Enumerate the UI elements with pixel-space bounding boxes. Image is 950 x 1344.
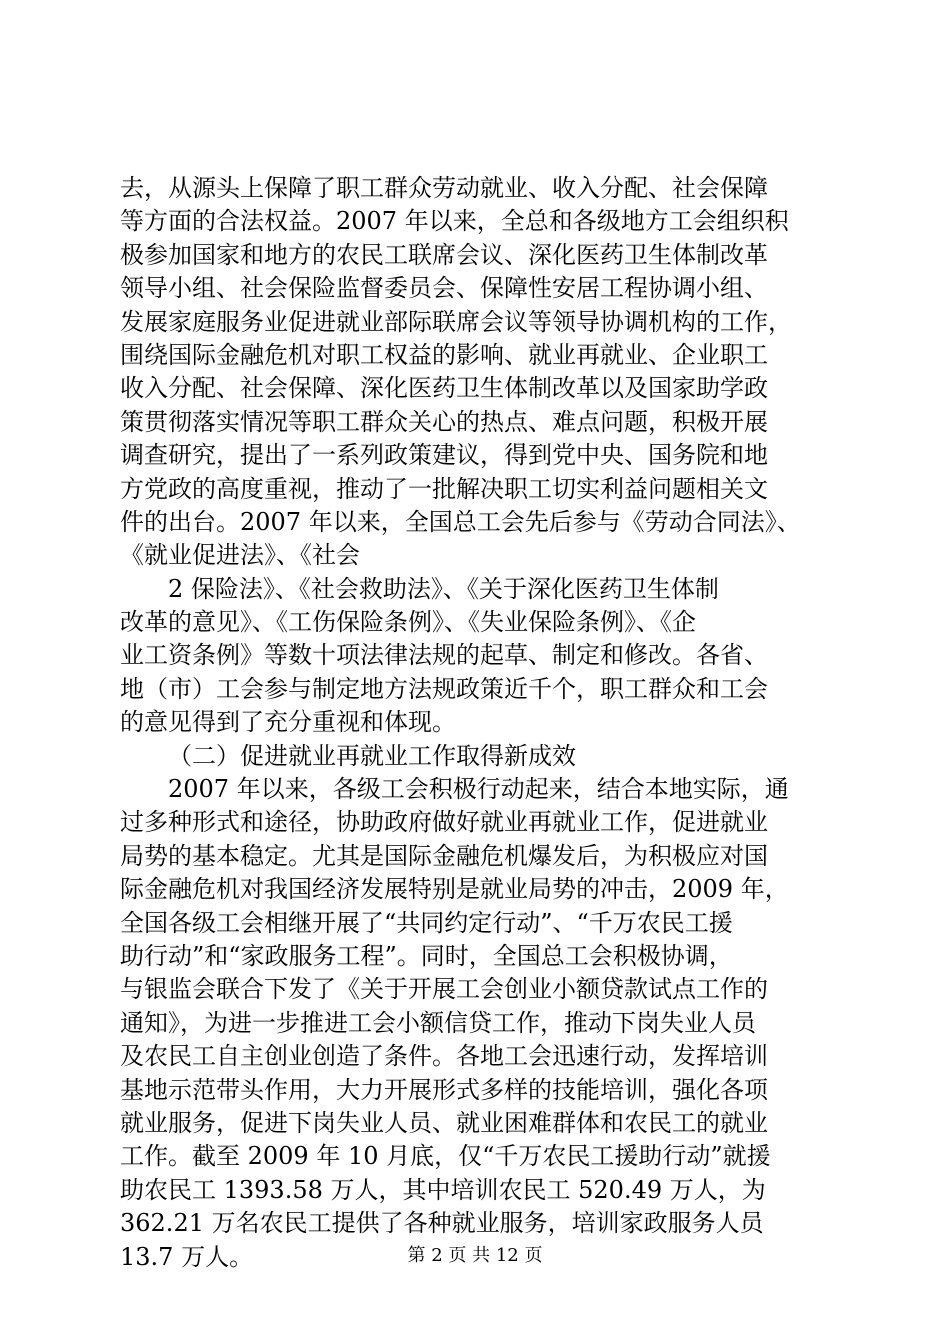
text-line: 362.21 万名农民工提供了各种就业服务，培训家政服务人员 xyxy=(120,1209,764,1238)
text-line: 领导小组、社会保险监督委员会、保障性安居工程协调小组、 xyxy=(120,274,768,303)
text-line: 去，从源头上保障了职工群众劳动就业、收入分配、社会保障 xyxy=(120,174,768,202)
text-line: 及农民工自主创业创造了条件。各地工会迅速行动，发挥培训 xyxy=(120,1042,768,1071)
text-line: 极参加国家和地方的农民工联席会议、深化医药卫生体制改革 xyxy=(120,240,768,269)
text-line: 改革的意见》、《工伤保险条例》、《失业保险条例》、《企 xyxy=(120,608,696,637)
text-line: 业工资条例》等数十项法律法规的起草、制定和修改。各省、 xyxy=(120,641,768,670)
text-line: 2 保险法》、《社会救助法》、《关于深化医药卫生体制 xyxy=(168,574,719,603)
text-line: 收入分配、社会保障、深化医药卫生体制改革以及国家助学政 xyxy=(120,374,768,403)
text-line: 围绕国际金融危机对职工权益的影响、就业再就业、企业职工 xyxy=(120,340,768,369)
text-line: 助行动”和“家政服务工程”。同时，全国总工会积极协调， xyxy=(120,941,733,970)
text-line: 基地示范带头作用，大力开展形式多样的技能培训，强化各项 xyxy=(120,1075,768,1104)
text-line: 际金融危机对我国经济发展特别是就业局势的冲击，2009 年， xyxy=(120,875,789,904)
text-line: 工作。截至 2009 年 10 月底，仅“千万农民工援助行动”就援 xyxy=(120,1142,771,1171)
text-line: 《就业促进法》、《社会 xyxy=(120,541,360,570)
text-line: 全国各级工会相继开展了“共同约定行动”、“千万农民工援 xyxy=(120,908,733,937)
text-line: 等方面的合法权益。2007 年以来，全总和各级地方工会组织积 xyxy=(120,207,789,236)
text-line: 与银监会联合下发了《关于开展工会创业小额贷款试点工作的 xyxy=(120,975,768,1004)
text-line: 策贯彻落实情况等职工群众关心的热点、难点问题，积极开展 xyxy=(120,407,768,436)
text-line: 就业服务，促进下岗失业人员、就业困难群体和农民工的就业 xyxy=(120,1108,768,1137)
document-body xyxy=(120,172,840,1274)
page-number-label: 第 2 页 共 12 页 xyxy=(407,1245,543,1266)
text-line: 2007 年以来，各级工会积极行动起来，结合本地实际，通 xyxy=(168,775,789,804)
text-line: 13.7 万人。 xyxy=(120,1242,254,1271)
text-line: 助农民工 1393.58 万人，其中培训农民工 520.49 万人，为 xyxy=(120,1175,766,1204)
text-line: 件的出台。2007 年以来，全国总工会先后参与《劳动合同法》、 xyxy=(120,507,801,536)
text-line: 发展家庭服务业促进就业部际联席会议等领导协调机构的工作， xyxy=(120,307,792,336)
text-line: 调查研究，提出了一系列政策建议，得到党中央、国务院和地 xyxy=(120,441,768,470)
page-footer xyxy=(0,1244,950,1268)
text-line: 局势的基本稳定。尤其是国际金融危机爆发后，为积极应对国 xyxy=(120,841,768,870)
text-line: 的意见得到了充分重视和体现。 xyxy=(120,708,456,737)
text-line: 过多种形式和途径，协助政府做好就业再就业工作，促进就业 xyxy=(120,808,768,837)
text-line: 地（市）工会参与制定地方法规政策近千个，职工群众和工会 xyxy=(120,674,768,703)
text-line: 方党政的高度重视，推动了一批解决职工切实利益问题相关文 xyxy=(120,474,768,503)
section-heading: （二）促进就业再就业工作取得新成效 xyxy=(168,741,576,770)
text-line: 通知》，为进一步推进工会小额信贷工作，推动下岗失业人员 xyxy=(120,1008,756,1037)
